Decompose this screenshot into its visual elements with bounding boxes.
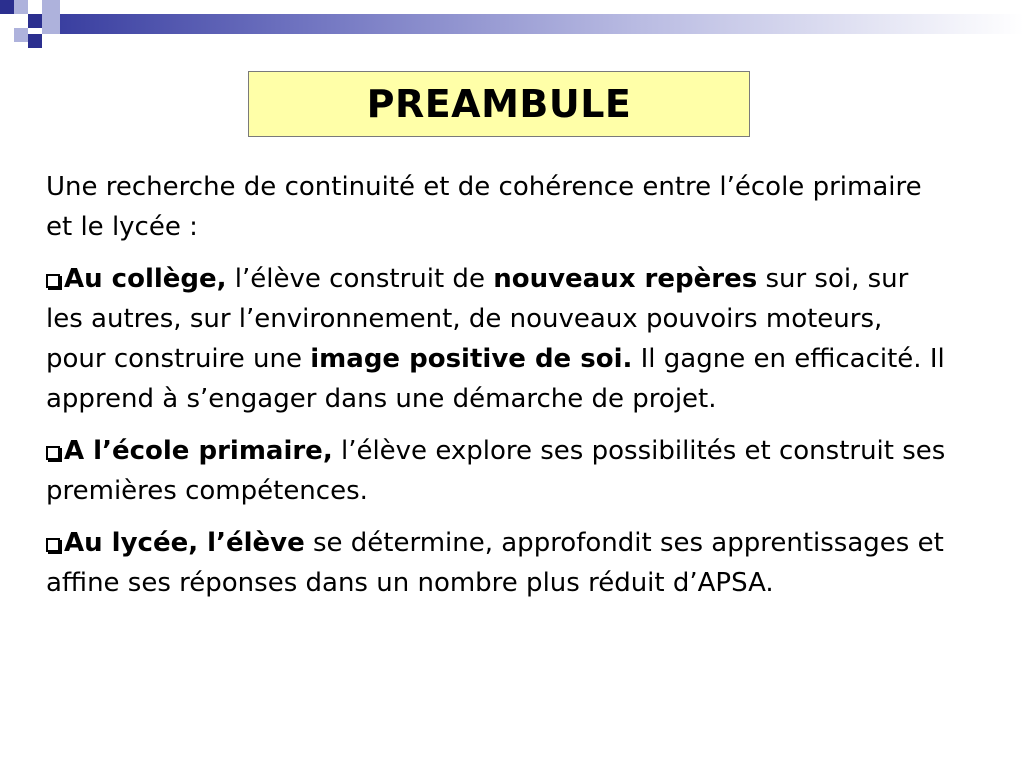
decor-square [28,14,42,28]
bullet-text: l’élève explore ses possibilités et construit ses premières compétences. [46,436,946,506]
bullet-bold-text: image positive de soi. [310,344,633,374]
bullet-lead: Au lycée, l’élève [64,528,305,558]
checkbox-bullet-icon [46,274,60,288]
decor-square [14,28,28,42]
bullet-lycee [46,523,948,603]
decor-square [14,0,28,14]
bullet-college [46,259,948,419]
decor-square [0,0,14,14]
bullet-lead: Au collège, [64,264,227,294]
slide-title: PREAMBULE [366,82,632,126]
intro-paragraph: Une recherche de continuité et de cohérence entre l’école primaire et le lycée : [46,172,922,242]
decor-square [42,0,60,34]
checkbox-bullet-icon [46,446,60,460]
decor-square [28,34,42,48]
bullet-lead: A l’école primaire, [64,436,333,466]
header-decoration [0,0,1024,50]
bullet-text: sur soi, sur les autres, sur l’environnement, de nouveaux pouvoirs moteurs, pour construire une [46,264,909,374]
title-box [248,71,750,137]
bullet-text: l’élève construit de [226,264,494,294]
bullet-primary [46,431,948,511]
bullet-bold-text: nouveaux repères [493,264,758,294]
checkbox-bullet-icon [46,538,60,552]
bullet-text: se détermine, approfondit ses apprentissages et affine ses réponses dans un nombre plus réduit d’APSA. [46,528,944,598]
slide-content [46,167,948,615]
decor-gradient-bar [60,14,1024,34]
bullet-text: Il gagne en efficacité. Il apprend à s’engager dans une démarche de projet. [46,344,945,414]
